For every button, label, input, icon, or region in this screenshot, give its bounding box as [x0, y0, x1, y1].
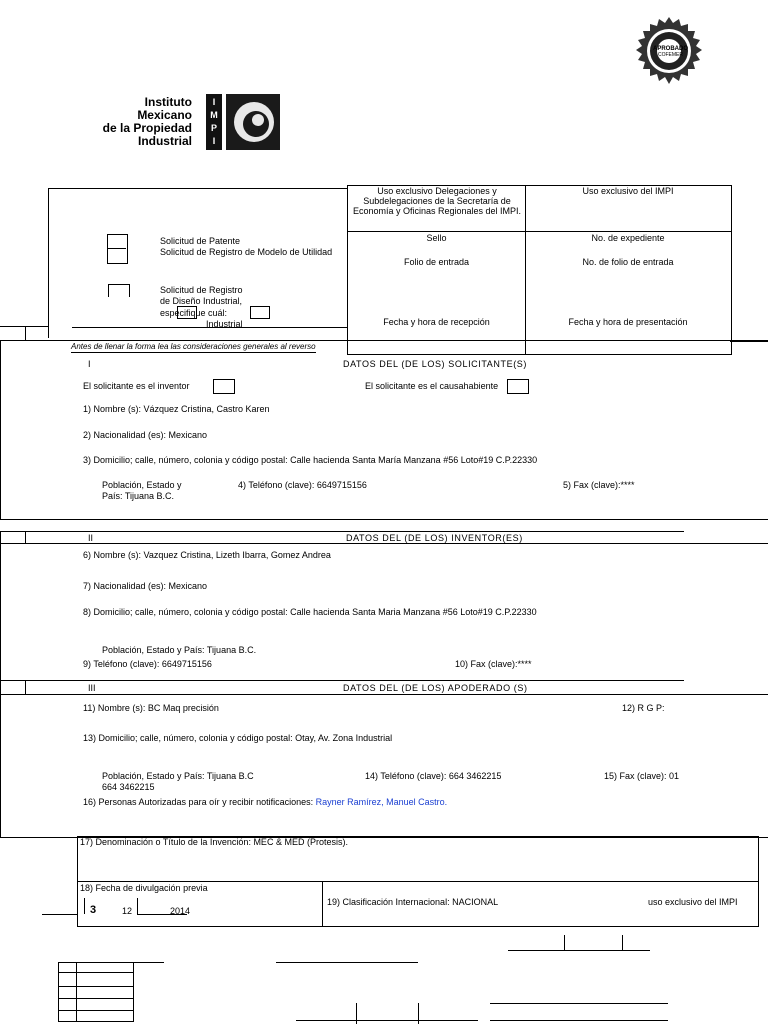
instructions-note: Antes de llenar la forma lea las consideraciones generales al reverso: [71, 342, 316, 351]
seal-text: APROBADO: [653, 46, 689, 52]
apoderado-nombre: 11) Nombre (s): BC Maq precisión: [83, 703, 219, 713]
apoderado-telefono: 14) Teléfono (clave): 664 3462215: [365, 771, 502, 781]
solicitante-pais: País: Tijuana B.C.: [102, 491, 175, 501]
logo-letter: I: [212, 136, 216, 146]
section-title: DATOS DEL (DE LOS) SOLICITANTE(S): [343, 359, 527, 369]
seal-subtext: COFEMER: [658, 52, 683, 58]
fecha-presentacion-label: Fecha y hora de presentación: [568, 317, 688, 327]
solicitante-domicilio: 3) Domicilio; calle, número, colonia y código postal: Calle hacienda Santa María Manzana #56 Loto#19 C.P.22330: [83, 455, 538, 465]
modelo-label: Solicitud de Registro de Modelo de Utilidad: [160, 247, 333, 257]
clasificacion-label: 19) Clasificación Internacional: NACIONAL: [327, 897, 499, 907]
divulgacion-year: 2014: [170, 906, 191, 916]
es-causahabiente-checkbox[interactable]: [507, 379, 529, 394]
inventor-nacionalidad: 7) Nacionalidad (es): Mexicano: [83, 581, 208, 591]
diseno-checkbox[interactable]: [108, 284, 130, 297]
solicitante-poblacion: Población, Estado y: [102, 480, 182, 490]
section-title: DATOS DEL (DE LOS) APODERADO (S): [343, 683, 528, 693]
logo-line: Instituto: [144, 95, 192, 109]
bottom-grid: [58, 962, 134, 1022]
delegaciones-header: Uso exclusivo Delegaciones y Subdelegaciones de la Secretaría de Economía y Oficinas Regionales del IMPI.: [352, 186, 522, 216]
no-folio-label: No. de folio de entrada: [582, 257, 674, 267]
patente-checkbox[interactable]: [107, 234, 128, 264]
logo-line: de la Propiedad: [102, 121, 192, 135]
diseno-label: Solicitud de Registro: [160, 285, 243, 295]
logo-text: [80, 96, 192, 148]
apoderado-rgp: 12) R G P:: [622, 703, 665, 713]
apoderado-fax: 15) Fax (clave): 01: [604, 771, 680, 781]
solicitante-nacionalidad: 2) Nacionalidad (es): Mexicano: [83, 430, 208, 440]
especifique-box[interactable]: [177, 306, 197, 319]
personas-label: 16) Personas Autorizadas para oír y recibir notificaciones:: [83, 797, 314, 807]
es-causahabiente-label: El solicitante es el causahabiente: [365, 381, 499, 391]
solicitante-nombre: 1) Nombre (s): Vázquez Cristina, Castro Karen: [83, 404, 270, 414]
inventor-nombre: 6) Nombre (s): Vazquez Cristina, Lizeth Ibarra, Gomez Andrea: [83, 550, 331, 560]
logo-line: Industrial: [137, 134, 192, 148]
inventor-domicilio: 8) Domicilio; calle, número, colonia y código postal: Calle hacienda Santa Maria Manzana #56 Loto#19 C.P.22330: [83, 607, 537, 617]
es-inventor-label: El solicitante es el inventor: [83, 381, 190, 391]
personas-autorizadas: [83, 797, 447, 807]
section-numeral: I: [88, 359, 91, 369]
impi-header: Uso exclusivo del IMPI: [582, 186, 674, 196]
diseno-type: Industrial: [206, 319, 243, 329]
solicitante-telefono: 4) Teléfono (clave): 6649715156: [238, 480, 367, 490]
divulgacion-label: 18) Fecha de divulgación previa: [80, 883, 208, 893]
divulgacion-month: 12: [122, 906, 133, 916]
apoderado-domicilio: 13) Domicilio; calle, número, colonia y código postal: Otay, Av. Zona Industrial: [83, 733, 393, 743]
sello-label: Sello: [426, 233, 447, 243]
uso-impi-label: uso exclusivo del IMPI: [648, 897, 738, 907]
invention-title: 17) Denominación o Título de la Invención: MEC & MED (Protesis).: [80, 837, 348, 847]
diseno-label: de Diseño Industrial,: [160, 296, 243, 306]
inventor-telefono: 9) Teléfono (clave): 6649715156: [83, 659, 212, 669]
logo-letters: [206, 94, 222, 150]
section-title: DATOS DEL (DE LOS) INVENTOR(ES): [346, 533, 523, 543]
divulgacion-day: 3: [90, 904, 97, 916]
folio-entrada-label: Folio de entrada: [403, 257, 470, 267]
especifique-field[interactable]: [250, 306, 270, 319]
no-expediente-label: No. de expediente: [591, 233, 665, 243]
logo-letter: P: [210, 123, 217, 133]
section-numeral: II: [88, 533, 94, 543]
logo-letter: M: [210, 110, 218, 120]
apoderado-fax-cont: 664 3462215: [102, 782, 155, 792]
personas-value: Rayner Ramírez, Manuel Castro.: [315, 797, 448, 807]
inventor-fax: 10) Fax (clave):****: [455, 659, 532, 669]
logo-emblem-icon: [226, 94, 280, 150]
logo-line: Mexicano: [137, 108, 192, 122]
section-numeral: III: [88, 683, 96, 693]
es-inventor-checkbox[interactable]: [213, 379, 235, 394]
fecha-recepcion-label: Fecha y hora de recepción: [383, 317, 490, 327]
patente-label: Solicitud de Patente: [160, 236, 241, 246]
diseno-label: especifique cuál:: [160, 308, 228, 318]
solicitante-fax: 5) Fax (clave):****: [563, 480, 635, 490]
inventor-poblacion: Población, Estado y País: Tijuana B.C.: [102, 645, 257, 655]
logo-letter: I: [212, 97, 216, 107]
apoderado-poblacion: Población, Estado y País: Tijuana B.C: [102, 771, 254, 781]
